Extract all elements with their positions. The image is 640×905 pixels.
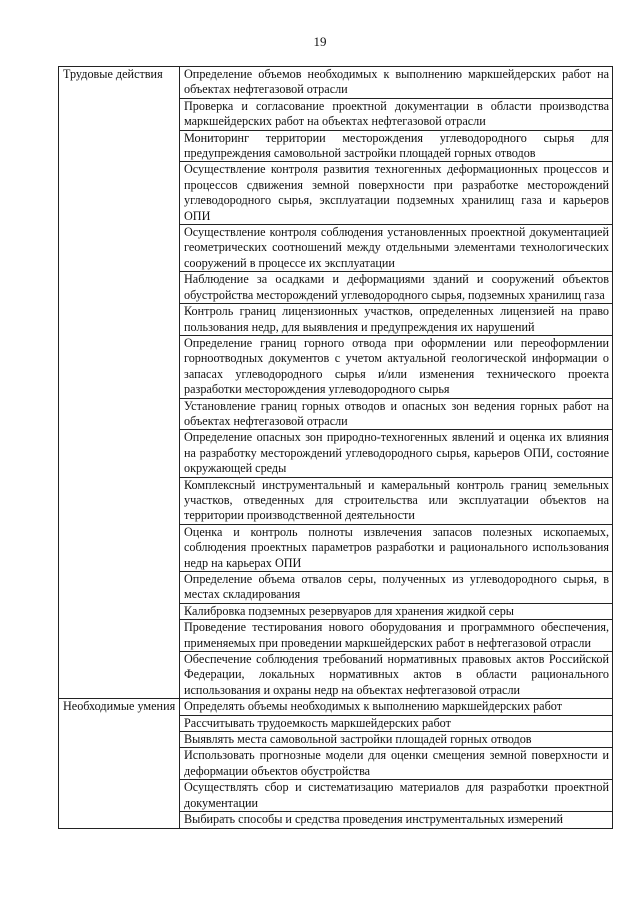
item-description: Проведение тестирования нового оборудования и программного обеспечения, применяемых при проведении маркшейдерских работ в нефтегазовой отрасли <box>180 620 613 652</box>
item-description: Проверка и согласование проектной документации в области производства маркшейдерских работ на объектах нефтегазовой отрасли <box>180 98 613 130</box>
item-description: Контроль границ лицензионных участков, определенных лицензией на право пользования недр, для выявления и предупреждения их нарушений <box>180 304 613 336</box>
item-description: Наблюдение за осадками и деформациями зданий и сооружений объектов обустройства месторождений углеводородного сырья, подземных хранилищ газа <box>180 272 613 304</box>
page-number: 19 <box>313 34 327 49</box>
table-row <box>59 699 613 715</box>
item-description: Комплексный инструментальный и камеральный контроль границ земельных участков, отведенных для строительства или эксплуатации объектов на территории производственной деятельности <box>180 477 613 524</box>
item-description: Оценка и контроль полноты извлечения запасов полезных ископаемых, соблюдения проектных параметров разработки и рационального использования недр на карьерах ОПИ <box>180 524 613 571</box>
item-description: Обеспечение соблюдения требований нормативных правовых актов Российской Федерации, локальных нормативных актов в области рационального использования и охраны недр на объектах нефтегазовой отрасли <box>180 652 613 699</box>
item-description: Осуществление контроля развития техногенных деформационных процессов и процессов сдвижения земной поверхности при разработке месторождений углеводородного сырья, эксплуатации подземных хранилищ газа и карьеров ОПИ <box>180 162 613 225</box>
item-description: Мониторинг территории месторождения углеводородного сырья для предупреждения самовольной застройки площадей горных отводов <box>180 130 613 162</box>
item-description: Выявлять места самовольной застройки площадей горных отводов <box>180 732 613 748</box>
item-description: Установление границ горных отводов и опасных зон ведения горных работ на объектах нефтегазовой отрасли <box>180 398 613 430</box>
competency-table <box>58 66 613 829</box>
item-description: Использовать прогнозные модели для оценки смещения земной поверхности и деформации объектов обустройства <box>180 748 613 780</box>
item-description: Определение объема отвалов серы, полученных из углеводородного сырья, в местах складирования <box>180 572 613 604</box>
item-description: Рассчитывать трудоемкость маркшейдерских работ <box>180 715 613 731</box>
item-description: Определять объемы необходимых к выполнению маркшейдерских работ <box>180 699 613 715</box>
item-description: Определение опасных зон природно-техногенных явлений и оценка их влияния на разработку месторождений углеводородного сырья, карьеров ОПИ, состояние окружающей среды <box>180 430 613 477</box>
table-row <box>59 67 613 99</box>
item-description: Калибровка подземных резервуаров для хранения жидкой серы <box>180 603 613 619</box>
section-label: Необходимые умения <box>59 699 180 828</box>
item-description: Осуществлять сбор и систематизацию материалов для разработки проектной документации <box>180 780 613 812</box>
item-description: Осуществление контроля соблюдения установленных проектной документацией геометрических соотношений между отдельными элементами технологических сооружений в процессе их эксплуатации <box>180 225 613 272</box>
item-description: Определение объемов необходимых к выполнению маркшейдерских работ на объектах нефтегазовой отрасли <box>180 67 613 99</box>
item-description: Выбирать способы и средства проведения инструментальных измерений <box>180 812 613 828</box>
item-description: Определение границ горного отвода при оформлении или переоформлении горноотводных документов с учетом актуальной геологической информации о запасах углеводородного сырья и/или изменения технического проекта разработки месторождения углеводородного сырья <box>180 335 613 398</box>
section-label: Трудовые действия <box>59 67 180 699</box>
